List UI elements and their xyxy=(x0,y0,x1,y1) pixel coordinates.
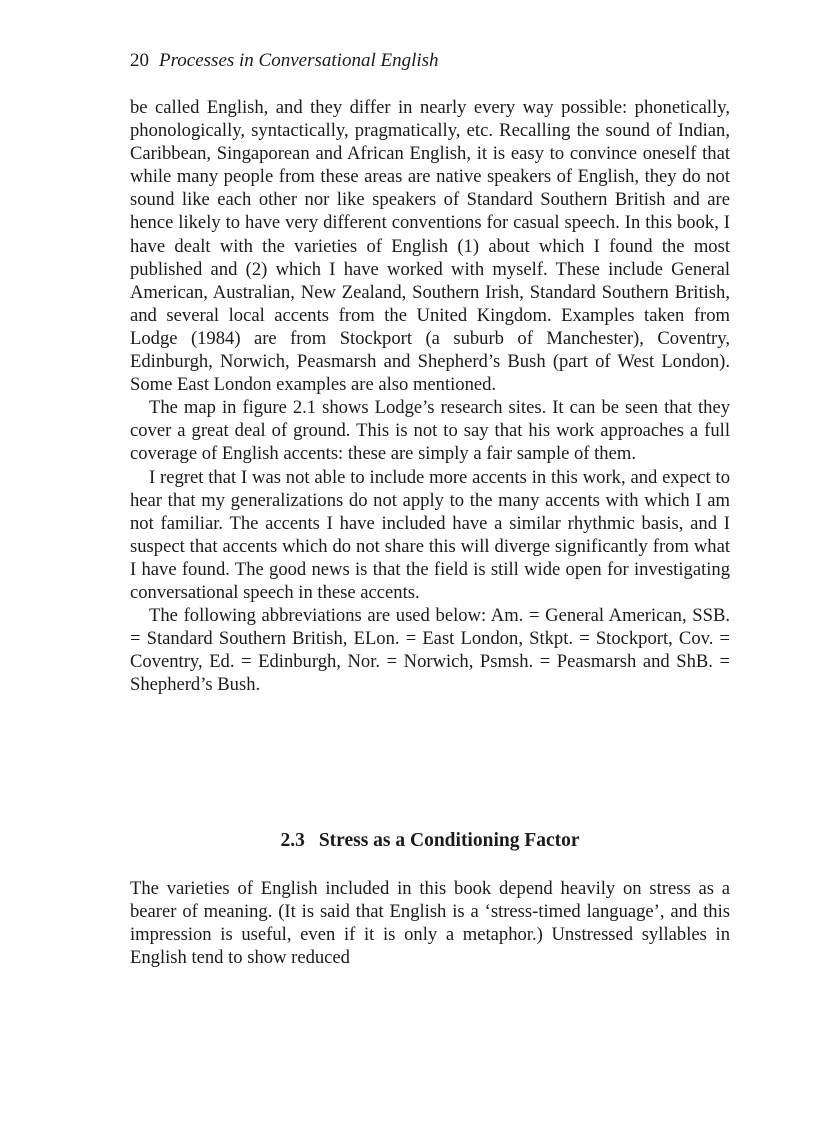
paragraph-map-research-sites: The map in figure 2.1 shows Lodge’s research sites. It can be seen that they cover a great deal of ground. This is not to say that his work approaches a full coverage of English accents: these are simply a fair sample of them. xyxy=(130,397,730,465)
paragraph-stress-intro: The varieties of English included in this book depend heavily on stress as a bearer of meaning. (It is said that English is a ‘stress-timed language’, and this impression is useful, even if it is only a metaphor.) Unstressed syllables in English tend to show reduced xyxy=(130,878,730,969)
section-heading xyxy=(130,828,730,854)
paragraph-continued: be called English, and they differ in nearly every way possible: phonetically, phonologically, syntactically, pragmatically, etc. Recalling the sound of Indian, Caribbean, Singaporean and African English, it is easy to convince oneself that while many people from these areas are native speakers of English, they do not sound like each other nor like speakers of Standard Southern British and are hence likely to have very different conventions for casual speech. In this book, I have dealt with the varieties of English (1) about which I found the most published and (2) which I have worked with myself. These include General American, Australian, New Zealand, Southern Irish, Standard Southern British, and several local accents from the United Kingdom. Examples taken from Lodge (1984) are from Stockport (a suburb of Manchester), Coventry, Edinburgh, Norwich, Peasmarsh and Shepherd’s Bush (part of West London). Some East London examples are also mentioned. xyxy=(130,97,730,396)
section-title: Stress as a Conditioning Factor xyxy=(318,830,580,851)
paragraph-accents-regret: I regret that I was not able to include more accents in this work, and expect to hear that my generalizations do not apply to the many accents with which I am not familiar. The accents I have included have a similar rhythmic basis, and I suspect that accents which do not share this will diverge significantly from what I have found. The good news is that the field is still wide open for investigating conversational speech in these accents. xyxy=(130,466,730,603)
section-body-text xyxy=(130,877,730,969)
running-head xyxy=(130,49,730,73)
page-number: 20 xyxy=(130,50,149,71)
section-number: 2.3 xyxy=(280,830,305,851)
body-text xyxy=(130,96,730,696)
book-title: Processes in Conversational English xyxy=(159,50,439,71)
paragraph-abbreviations: The following abbreviations are used below: Am. = General American, SSB. = Standard Southern British, ELon. = East London, Stkpt. = Stockport, Cov. = Coventry, Ed. = Edinburgh, Nor. = Norwich, Psmsh. = Peasmarsh and ShB. = Shepherd’s Bush. xyxy=(130,605,730,696)
